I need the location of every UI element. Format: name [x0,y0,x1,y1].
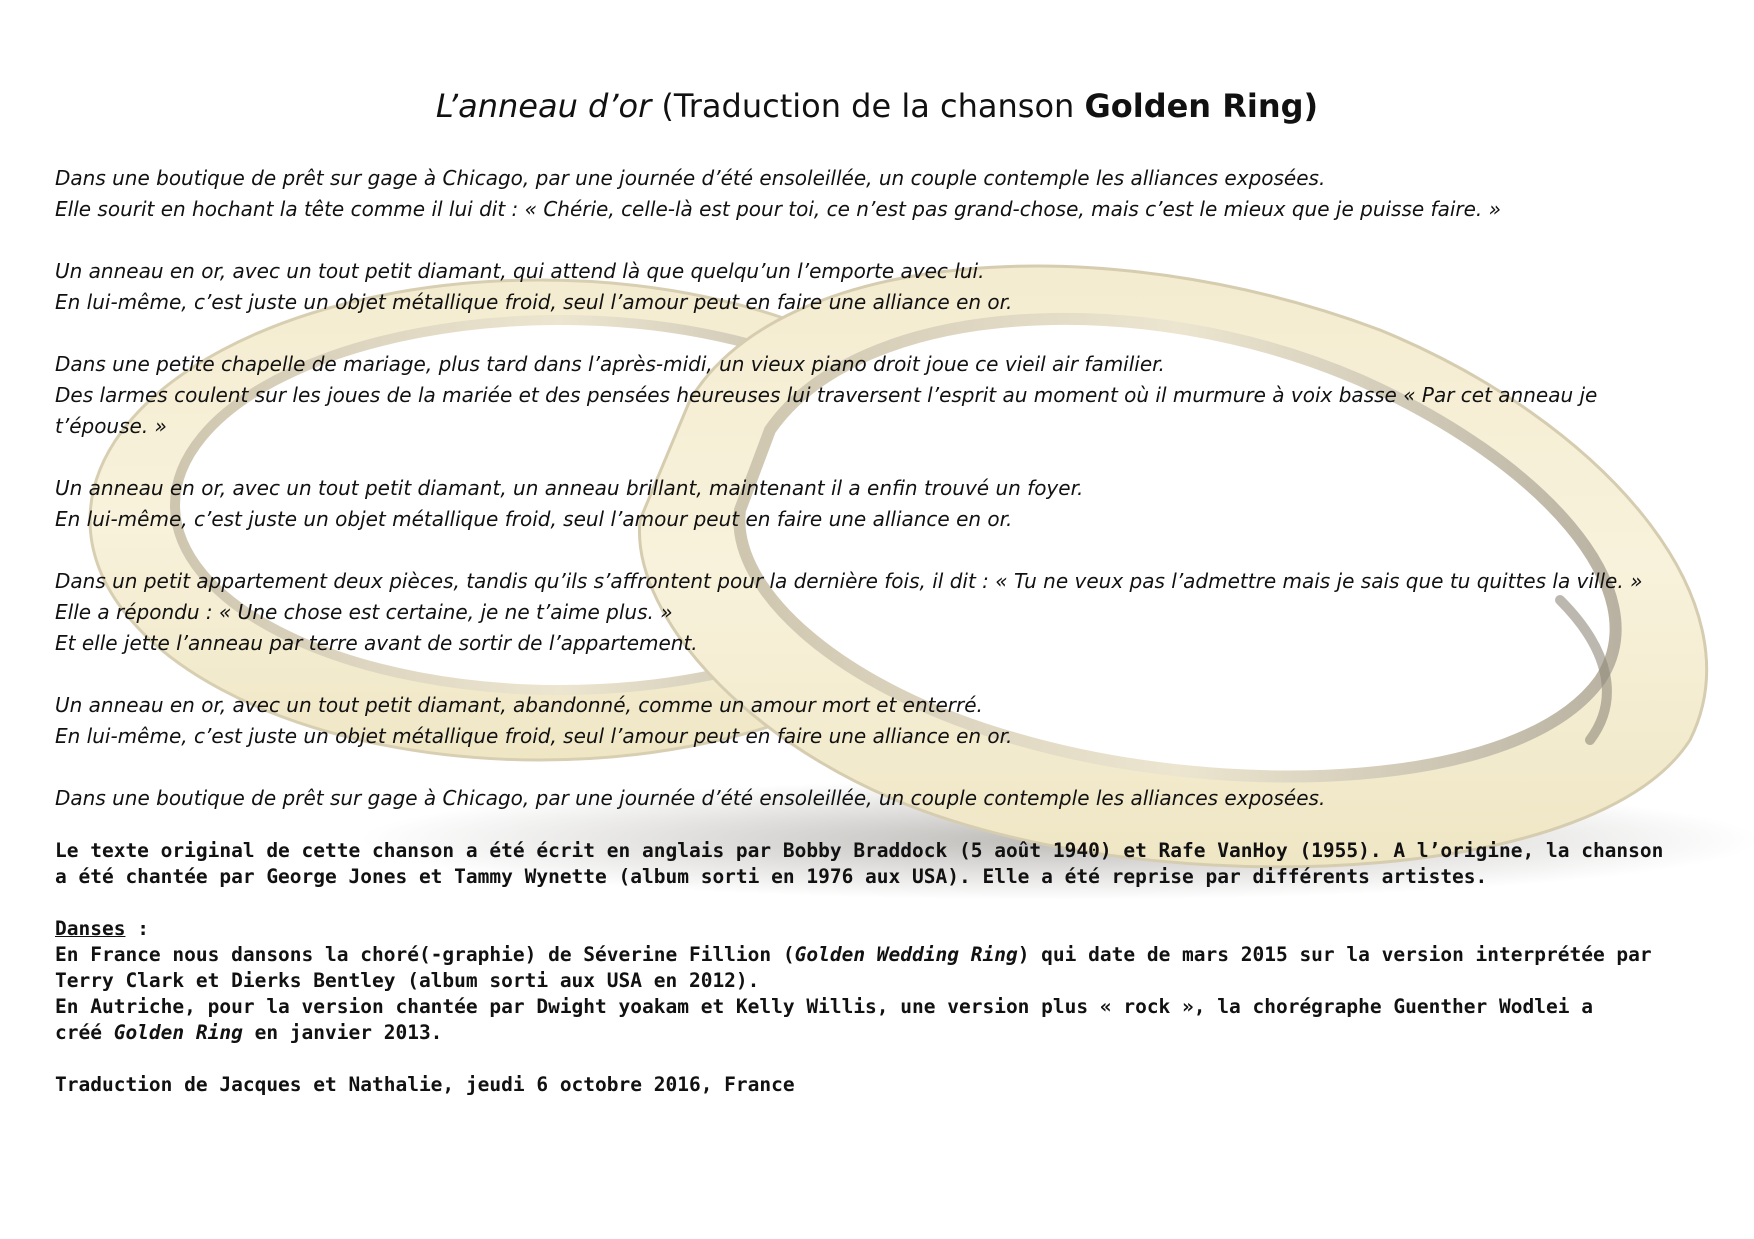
lyrics-line: Un anneau en or, avec un tout petit diamant, qui attend là que quelqu’un l’emporte avec lui. [55,259,985,283]
notes-line [55,1020,1695,1046]
lyrics-line: En lui-même, c’est juste un objet métallique froid, seul l’amour peut en faire une alliance en or. [55,724,1013,748]
lyrics-line: Dans une boutique de prêt sur gage à Chicago, par une journée d’été ensoleillée, un couple contemple les alliances exposées. [55,166,1326,190]
notes-line: a été chantée par George Jones et Tammy Wynette (album sorti en 1976 aux USA). Elle a été reprise par différents artistes. [55,865,1488,888]
lyrics-chorus [55,256,1695,318]
notes-line [55,942,1695,968]
lyrics-line: Un anneau en or, avec un tout petit diamant, abandonné, comme un amour mort et enterré. [55,693,983,717]
lyrics-outro [55,783,1695,814]
lyrics-line: En lui-même, c’est juste un objet métallique froid, seul l’amour peut en faire une alliance en or. [55,507,1013,531]
lyrics-line: Dans une petite chapelle de mariage, plus tard dans l’après-midi, un vieux piano droit joue ce vieil air familier. [55,352,1165,376]
notes-text: En France nous dansons la choré(-graphie) de Séverine Fillion ( [55,943,795,966]
lyrics-line: t’épouse. » [55,414,167,438]
lyrics-line: En lui-même, c’est juste un objet métallique froid, seul l’amour peut en faire une alliance en or. [55,290,1013,314]
danses-paragraph [55,916,1695,1046]
lyrics-verse [55,566,1695,659]
translation-credit [55,1072,1695,1098]
lyrics-line: Elle a répondu : « Une chose est certaine, je ne t’aime plus. » [55,600,673,624]
lyrics-line: Dans une boutique de prêt sur gage à Chicago, par une journée d’été ensoleillée, un couple contemple les alliances exposées. [55,786,1326,810]
original-song-paragraph [55,838,1695,890]
lyrics-chorus [55,690,1695,752]
notes-line: Le texte original de cette chanson a été écrit en anglais par Bobby Braddock (5 août 1940) et Rafe VanHoy (1955). A l’origine, la chanson [55,839,1664,862]
lyrics-line: Et elle jette l’anneau par terre avant de sortir de l’appartement. [55,631,698,655]
notes-line: En Autriche, pour la version chantée par Dwight yoakam et Kelly Willis, une version plus « rock », la chorégraphe Guenther Wodlei a [55,995,1593,1018]
credit-line: Traduction de Jacques et Nathalie, jeudi 6 octobre 2016, France [55,1073,795,1096]
page-title [0,86,1754,126]
lyrics-line: Dans un petit appartement deux pièces, tandis qu’ils s’affrontent pour la dernière fois, il dit : « Tu ne veux pas l’admettre mais je sais que tu quittes la ville. » [55,569,1643,593]
danses-heading: Danses [55,917,126,940]
lyrics-chorus [55,473,1695,535]
dance-title: Golden Ring [113,1021,243,1044]
lyrics-translation [55,163,1695,845]
notes-text: ) qui date de mars 2015 sur la version interprétée par [1017,943,1652,966]
notes-text: en janvier 2013. [242,1021,443,1044]
danses-heading-colon: : [125,917,149,940]
dance-title: Golden Wedding Ring [794,943,1018,966]
title-song-name-french: L’anneau d’or [435,87,652,125]
song-notes [55,838,1695,1124]
notes-line: Terry Clark et Dierks Bentley (album sorti aux USA en 2012). [55,969,760,992]
lyrics-line: Elle sourit en hochant la tête comme il lui dit : « Chérie, celle-là est pour toi, ce n’est pas grand-chose, mais c’est le mieux que je puisse faire. » [55,197,1501,221]
lyrics-line: Des larmes coulent sur les joues de la mariée et des pensées heureuses lui traversent l’esprit au moment où il murmure à voix basse « Par cet anneau je [55,383,1598,407]
notes-text: créé [55,1021,114,1044]
lyrics-line: Un anneau en or, avec un tout petit diamant, un anneau brillant, maintenant il a enfin trouvé un foyer. [55,476,1084,500]
lyrics-verse [55,163,1695,225]
danses-heading-line [55,916,1695,942]
lyrics-verse [55,349,1695,442]
title-subtitle: (Traduction de la chanson [651,87,1085,125]
title-song-name-english: Golden Ring) [1084,87,1319,125]
